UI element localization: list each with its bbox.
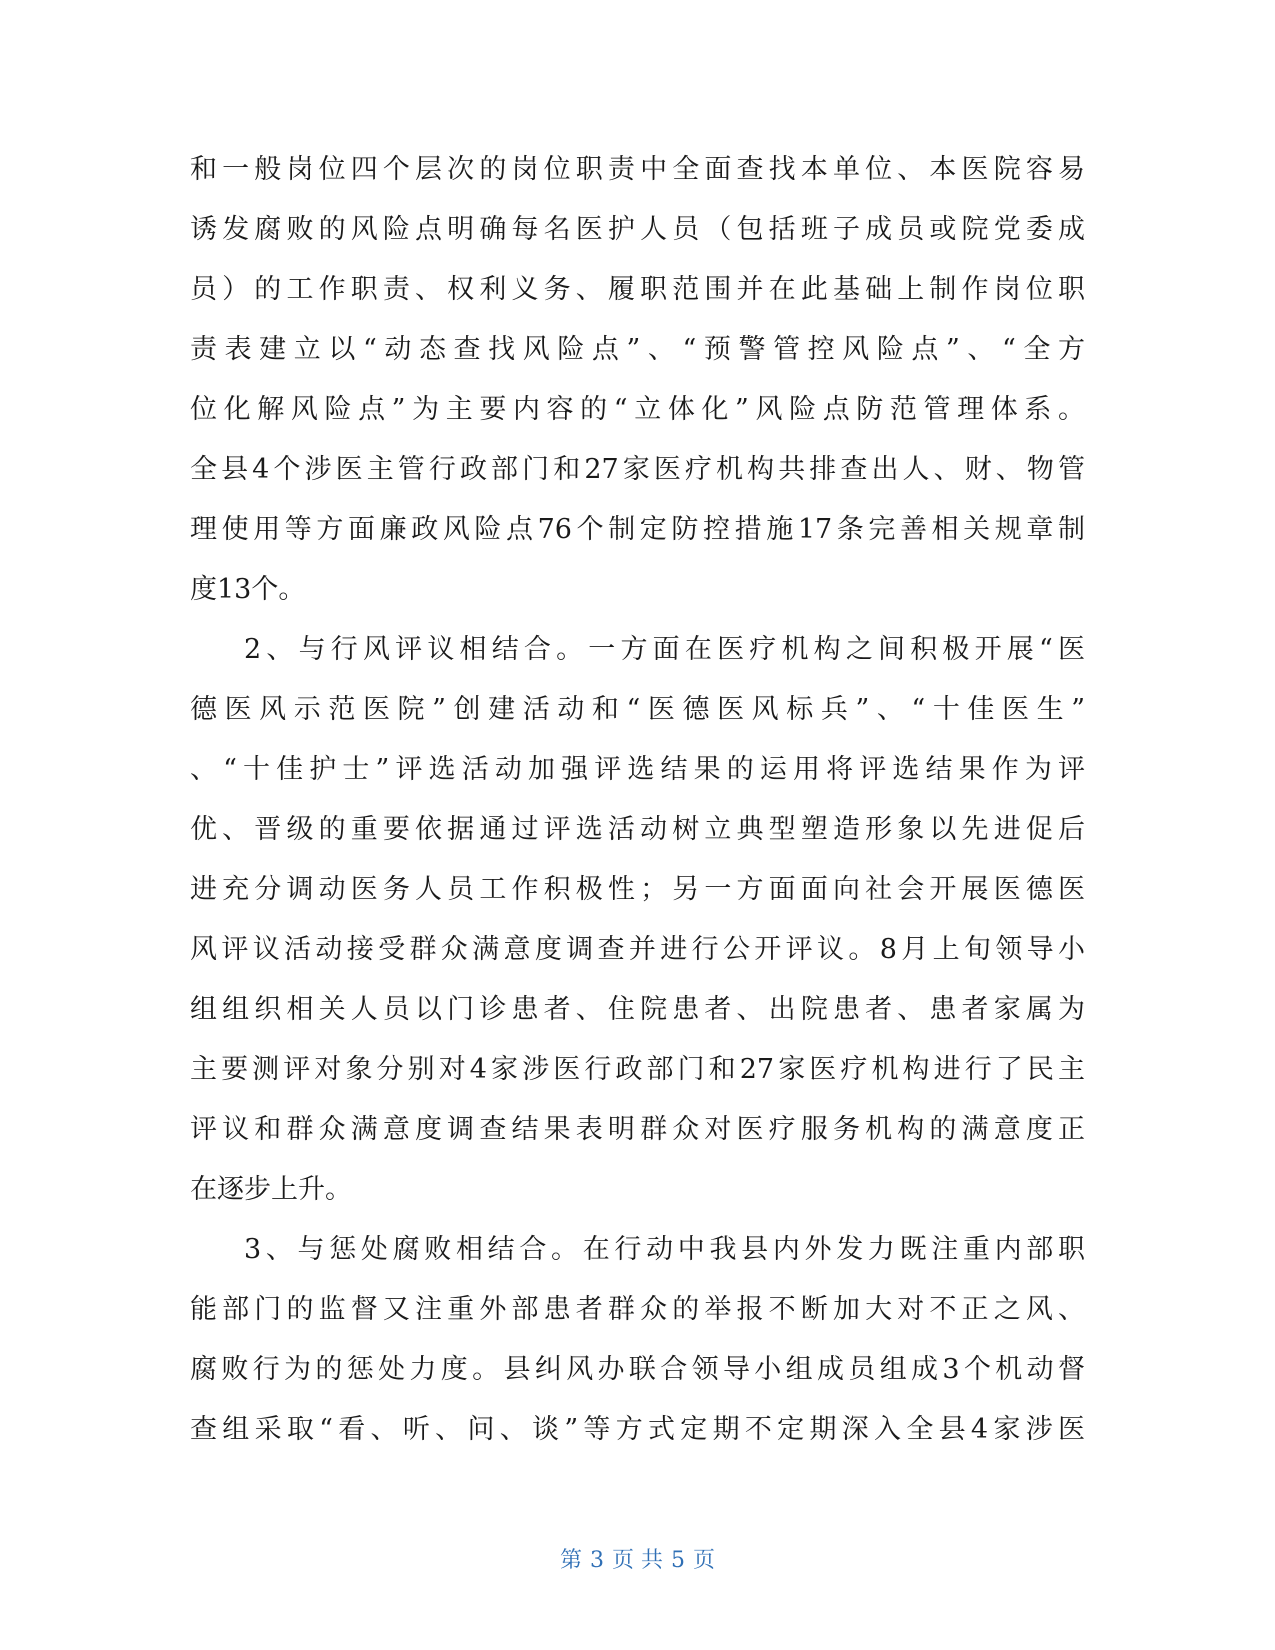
paragraph-1 bbox=[190, 140, 1085, 620]
text-line: 3、与惩处腐败相结合。在行动中我县内外发力既注重内部职 bbox=[244, 1234, 1085, 1265]
text-line: 员）的工作职责、权利义务、履职范围并在此基础上制作岗位职 bbox=[190, 274, 1085, 305]
text-line: 风评议活动接受群众满意度调查并进行公开评议。8月上旬领导小 bbox=[190, 934, 1085, 965]
body-text bbox=[190, 140, 1085, 1460]
paragraph-3 bbox=[190, 1220, 1085, 1460]
text-line: 度13个。 bbox=[190, 574, 306, 605]
text-line: 2、与行风评议相结合。一方面在医疗机构之间积极开展“医 bbox=[244, 634, 1085, 665]
page-footer bbox=[0, 1543, 1275, 1574]
text-line: 责表建立以“动态查找风险点”、“预警管控风险点”、“全方 bbox=[190, 334, 1085, 365]
text-line: 能部门的监督又注重外部患者群众的举报不断加大对不正之风、 bbox=[190, 1294, 1085, 1325]
text-line: 查组采取“看、听、问、谈”等方式定期不定期深入全县4家涉医 bbox=[190, 1414, 1085, 1445]
text-line: 、“十佳护士”评选活动加强评选结果的运用将评选结果作为评 bbox=[190, 754, 1085, 785]
text-line: 全县4个涉医主管行政部门和27家医疗机构共排查出人、财、物管 bbox=[190, 454, 1085, 485]
footer-total-pages: 5 bbox=[671, 1548, 685, 1573]
text-line: 组组织相关人员以门诊患者、住院患者、出院患者、患者家属为 bbox=[190, 994, 1085, 1025]
text-line: 优、晋级的重要依据通过评选活动树立典型塑造形象以先进促后 bbox=[190, 814, 1085, 845]
text-line: 理使用等方面廉政风险点76个制定防控措施17条完善相关规章制 bbox=[190, 514, 1085, 545]
footer-suffix: 页 bbox=[693, 1548, 716, 1573]
text-line: 位化解风险点”为主要内容的“立体化”风险点防范管理体系。 bbox=[190, 394, 1085, 425]
text-line: 德医风示范医院”创建活动和“医德医风标兵”、“十佳医生” bbox=[190, 694, 1085, 725]
footer-prefix: 第 bbox=[559, 1548, 582, 1573]
text-line: 在逐步上升。 bbox=[190, 1174, 352, 1205]
footer-middle: 页 共 bbox=[612, 1548, 663, 1573]
text-line: 评议和群众满意度调查结果表明群众对医疗服务机构的满意度正 bbox=[190, 1114, 1085, 1145]
text-line: 进充分调动医务人员工作积极性；另一方面面向社会开展医德医 bbox=[190, 874, 1085, 905]
text-line: 诱发腐败的风险点明确每名医护人员（包括班子成员或院党委成 bbox=[190, 214, 1085, 245]
text-line: 腐败行为的惩处力度。县纠风办联合领导小组成员组成3个机动督 bbox=[190, 1354, 1085, 1385]
footer-current-page: 3 bbox=[590, 1548, 604, 1573]
text-line: 和一般岗位四个层次的岗位职责中全面查找本单位、本医院容易 bbox=[190, 154, 1085, 185]
paragraph-2 bbox=[190, 620, 1085, 1220]
text-line: 主要测评对象分别对4家涉医行政部门和27家医疗机构进行了民主 bbox=[190, 1054, 1085, 1085]
